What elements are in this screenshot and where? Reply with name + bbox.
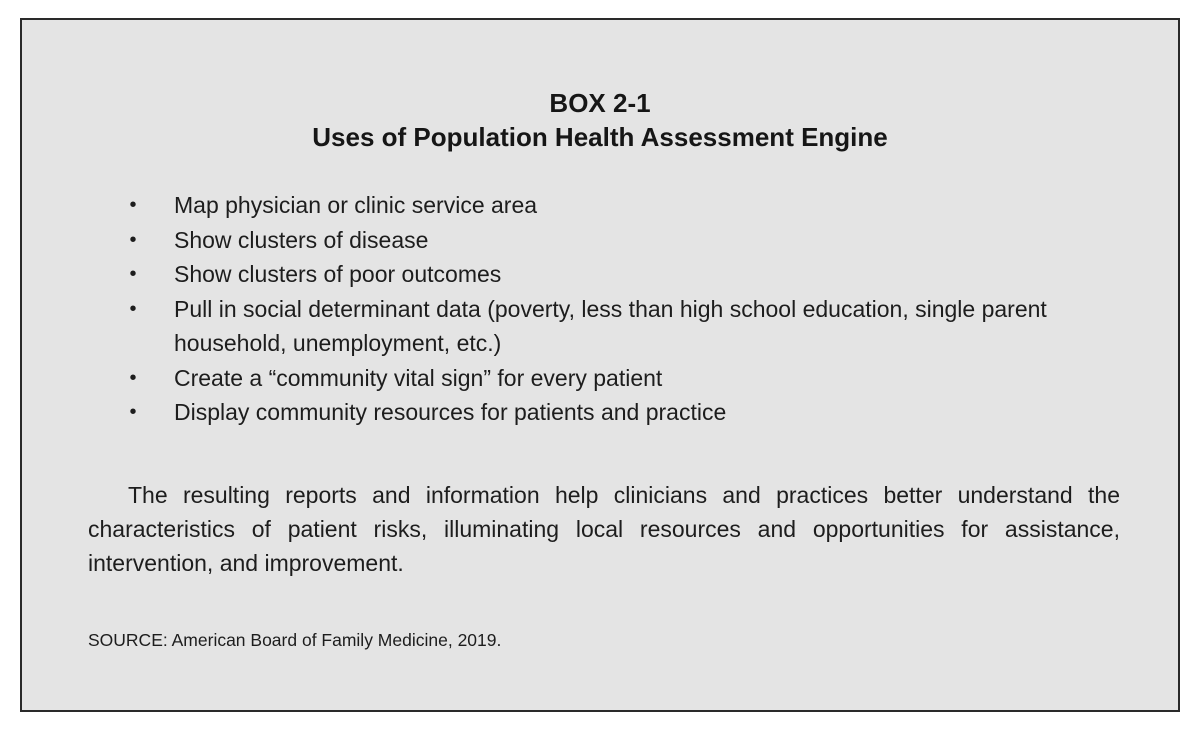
bullet-icon: •	[129, 366, 137, 389]
list-item-text: Show clusters of disease	[174, 226, 429, 253]
bullet-icon: •	[129, 228, 137, 251]
bullet-icon: •	[129, 263, 137, 285]
list-item	[126, 223, 1126, 258]
list-item-text: Map physician or clinic service area	[174, 192, 538, 218]
box-number: BOX 2-1	[549, 88, 651, 118]
summary-paragraph: The resulting reports and information help clinicians and practices better understand the characteristics of patient risks, illuminating local resources and opportunities for assistance, intervention, and improvement.	[88, 482, 1120, 576]
text-box	[20, 18, 1180, 712]
box-title: Uses of Population Health Assessment Engine	[312, 122, 888, 152]
bullet-icon: •	[129, 194, 137, 216]
bullet-icon: •	[129, 297, 137, 320]
source-citation: SOURCE: American Board of Family Medicine, 2019.	[88, 630, 502, 650]
list-item	[126, 257, 1126, 292]
list-item-text: Create a “community vital sign” for every patient	[174, 364, 663, 391]
list-item	[126, 361, 1126, 396]
uses-list	[126, 188, 1126, 430]
list-item	[126, 188, 1126, 223]
list-item	[126, 292, 1126, 361]
list-item-text: Show clusters of poor outcomes	[174, 261, 502, 287]
list-item	[126, 395, 1126, 430]
list-item-text: Pull in social determinant data (poverty, less than high school education, single parent household, unemployment, etc.)	[174, 295, 1047, 356]
bullet-icon: •	[129, 401, 137, 423]
list-item-text: Display community resources for patients and practice	[174, 399, 727, 425]
